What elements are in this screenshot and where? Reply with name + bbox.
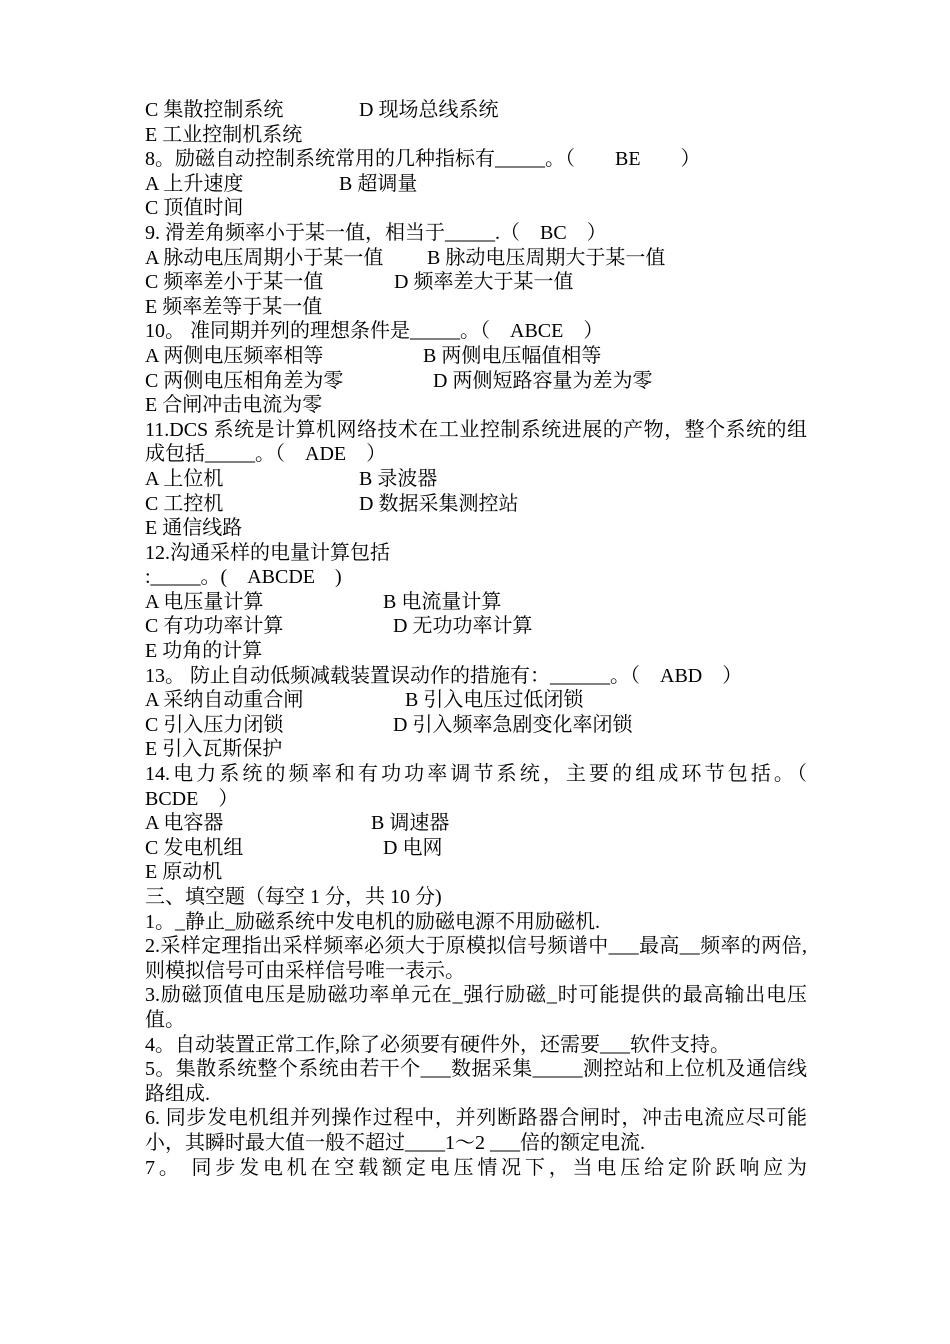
text-line: 13。 防止自动低频减载装置误动作的措施有：______。（ ABD ）	[145, 664, 743, 687]
option-left: A 两侧电压频率相等	[145, 344, 324, 367]
option-left: C 发电机组	[145, 836, 244, 859]
option-row	[145, 811, 807, 836]
option-right: D 两侧短路容量为差为零	[433, 369, 653, 392]
option-row	[145, 614, 807, 639]
option-right: B 超调量	[339, 172, 418, 195]
option-right: B 电流量计算	[383, 590, 502, 613]
option-left: C 两侧电压相角差为零	[145, 369, 344, 392]
text-line: E 工业控制机系统	[145, 123, 303, 146]
option-left: C 频率差小于某一值	[145, 271, 324, 294]
text-line: E 原动机	[145, 861, 223, 884]
option-right: B 脉动电压周期大于某一值	[427, 246, 666, 269]
option-row	[145, 369, 807, 394]
text-line: 10。 准同期并列的理想条件是_____。（ ABCE ）	[145, 320, 604, 343]
option-right: B 调速器	[371, 812, 450, 835]
option-left: A 上位机	[145, 467, 224, 490]
option-row	[145, 344, 807, 369]
text-line: 12.沟通采样的电量计算包括	[145, 541, 390, 564]
option-right: B 两侧电压幅值相等	[423, 344, 602, 367]
option-row	[145, 246, 807, 271]
option-left: A 电容器	[145, 812, 224, 835]
text-line: E 通信线路	[145, 517, 243, 540]
text-line: 2.采样定理指出采样频率必须大于原模拟信号频谱中___最高__频率的两倍,则模拟信号可由采样信号唯一表示。	[145, 935, 807, 982]
option-row	[145, 172, 807, 197]
option-right: D 电网	[383, 836, 443, 859]
option-right: D 频率差大于某一值	[394, 271, 574, 294]
option-left: A 上升速度	[145, 172, 244, 195]
option-left: C 有功功率计算	[145, 615, 284, 638]
option-row	[145, 688, 807, 713]
document-body	[145, 98, 827, 1180]
text-line: 4。自动装置正常工作,除了必须要有硬件外，还需要___软件支持。	[145, 1033, 730, 1056]
text-line: C 顶值时间	[145, 197, 244, 220]
option-row	[145, 492, 807, 517]
text-line: E 功角的计算	[145, 640, 263, 663]
option-right: D 引入频率急剧变化率闭锁	[393, 713, 633, 736]
option-row	[145, 270, 807, 295]
text-line: 1。_静止_励磁系统中发电机的励磁电源不用励磁机.	[145, 910, 600, 933]
text-line: 14.电力系统的频率和有功功率调节系统，主要的组成环节包括。（ BCDE ）	[145, 763, 827, 810]
option-right: D 数据采集测控站	[359, 492, 519, 515]
option-row	[145, 98, 807, 123]
option-left: A 脉动电压周期小于某一值	[145, 246, 384, 269]
text-line: 3.励磁顶值电压是励磁功率单元在_强行励磁_时可能提供的最高输出电压值。	[145, 984, 807, 1031]
text-line: 6. 同步发电机组并列操作过程中，并列断路器合闸时，冲击电流应尽可能小，其瞬时最大值一般不超过____1～2 ___倍的额定电流.	[145, 1107, 807, 1154]
option-row	[145, 713, 807, 738]
text-line: 7。 同步发电机在空载额定电压情况下，当电压给定阶跃响应为	[145, 1156, 807, 1179]
option-row	[145, 467, 807, 492]
text-line: 11.DCS 系统是计算机网络技术在工业控制系统进展的产物，整个系统的组成包括_____。（ ADE ）	[145, 418, 807, 466]
option-right: B 引入电压过低闭锁	[405, 689, 584, 712]
option-left: A 电压量计算	[145, 590, 264, 613]
text-line: E 合闸冲击电流为零	[145, 394, 323, 417]
text-line: 5。集散系统整个系统由若干个___数据采集_____测控站和上位机及通信线路组成.	[145, 1058, 807, 1105]
text-line: :_____。( ABCDE )	[145, 566, 342, 589]
option-right: D 无功功率计算	[393, 615, 533, 638]
option-left: C 引入压力闭锁	[145, 713, 284, 736]
text-line: E 引入瓦斯保护	[145, 738, 283, 761]
option-left: C 工控机	[145, 492, 224, 515]
option-right: D 现场总线系统	[359, 99, 499, 121]
option-row	[145, 836, 807, 861]
text-line: 三、填空题（每空 1 分，共 10 分)	[145, 886, 442, 908]
text-line: E 频率差等于某一值	[145, 295, 323, 318]
option-right: B 录波器	[359, 467, 438, 490]
text-line: 9. 滑差角频率小于某一值，相当于_____.（ BC ）	[145, 221, 607, 244]
option-left: C 集散控制系统	[145, 99, 284, 121]
option-left: A 采纳自动重合闸	[145, 689, 304, 712]
text-line: 8。励磁自动控制系统常用的几种指标有_____。（ BE ）	[145, 148, 701, 171]
option-row	[145, 590, 807, 615]
